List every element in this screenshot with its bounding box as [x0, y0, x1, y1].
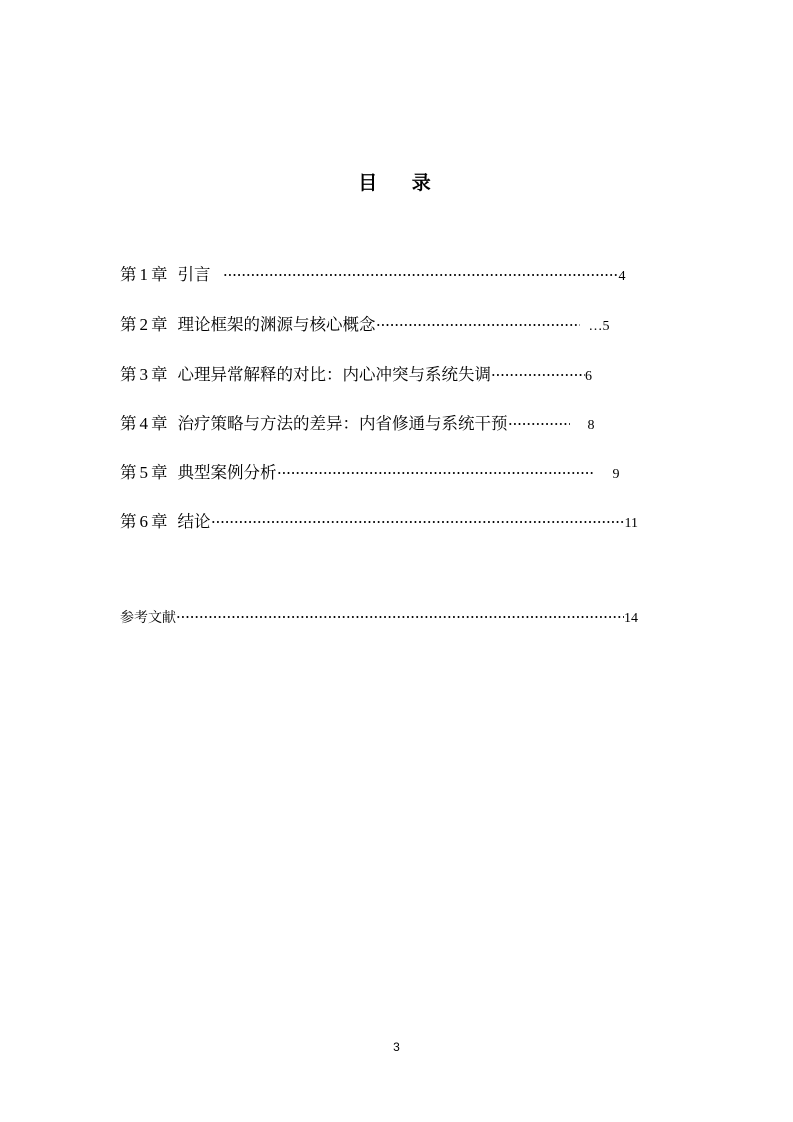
chapter-prefix: 第 5 章	[120, 463, 168, 482]
toc-entry-chapter-5[interactable]	[120, 461, 620, 485]
chapter-prefix: 第 3 章	[120, 365, 168, 384]
dot-leader	[508, 423, 570, 425]
references-title: 参考文献	[120, 610, 176, 626]
chapter-prefix: 第 4 章	[120, 414, 168, 433]
page-number: 4	[618, 269, 626, 284]
chapter-title: 治疗策略与方法的差异：内省修通与系统干预	[177, 414, 508, 433]
toc-entry-chapter-3[interactable]	[120, 363, 592, 387]
chapter-title: 典型案例分析	[177, 463, 277, 482]
toc-entry-chapter-2[interactable]	[120, 313, 610, 337]
page-footer-number: 3	[393, 1040, 400, 1054]
dot-leader	[211, 521, 625, 523]
toc-title: 目 录	[358, 172, 445, 194]
chapter-prefix: 第 1 章	[120, 265, 168, 284]
chapter-title: 心理异常解释的对比：内心冲突与系统失调	[177, 365, 491, 384]
toc-entry-chapter-1[interactable]	[120, 263, 626, 287]
toc-entry-references[interactable]	[120, 607, 638, 629]
chapter-title: 引言	[177, 265, 211, 284]
page-number: 11	[624, 516, 638, 531]
toc-entry-chapter-6[interactable]	[120, 510, 638, 534]
dot-leader	[223, 274, 619, 276]
page-number: 9	[612, 467, 620, 482]
chapter-prefix: 第 2 章	[120, 315, 168, 334]
chapter-title: 结论	[177, 512, 211, 531]
dot-leader	[277, 472, 595, 474]
dot-leader	[376, 324, 580, 326]
page-number: 8	[587, 418, 595, 433]
dot-leader	[491, 374, 585, 376]
toc-entry-chapter-4[interactable]	[120, 412, 595, 436]
dot-leader	[176, 616, 624, 618]
chapter-title: 理论框架的渊源与核心概念	[177, 315, 376, 334]
page-number: 6	[585, 369, 592, 384]
chapter-prefix: 第 6 章	[120, 512, 168, 531]
page-number: 14	[624, 611, 638, 626]
page-number: …5	[588, 319, 610, 334]
